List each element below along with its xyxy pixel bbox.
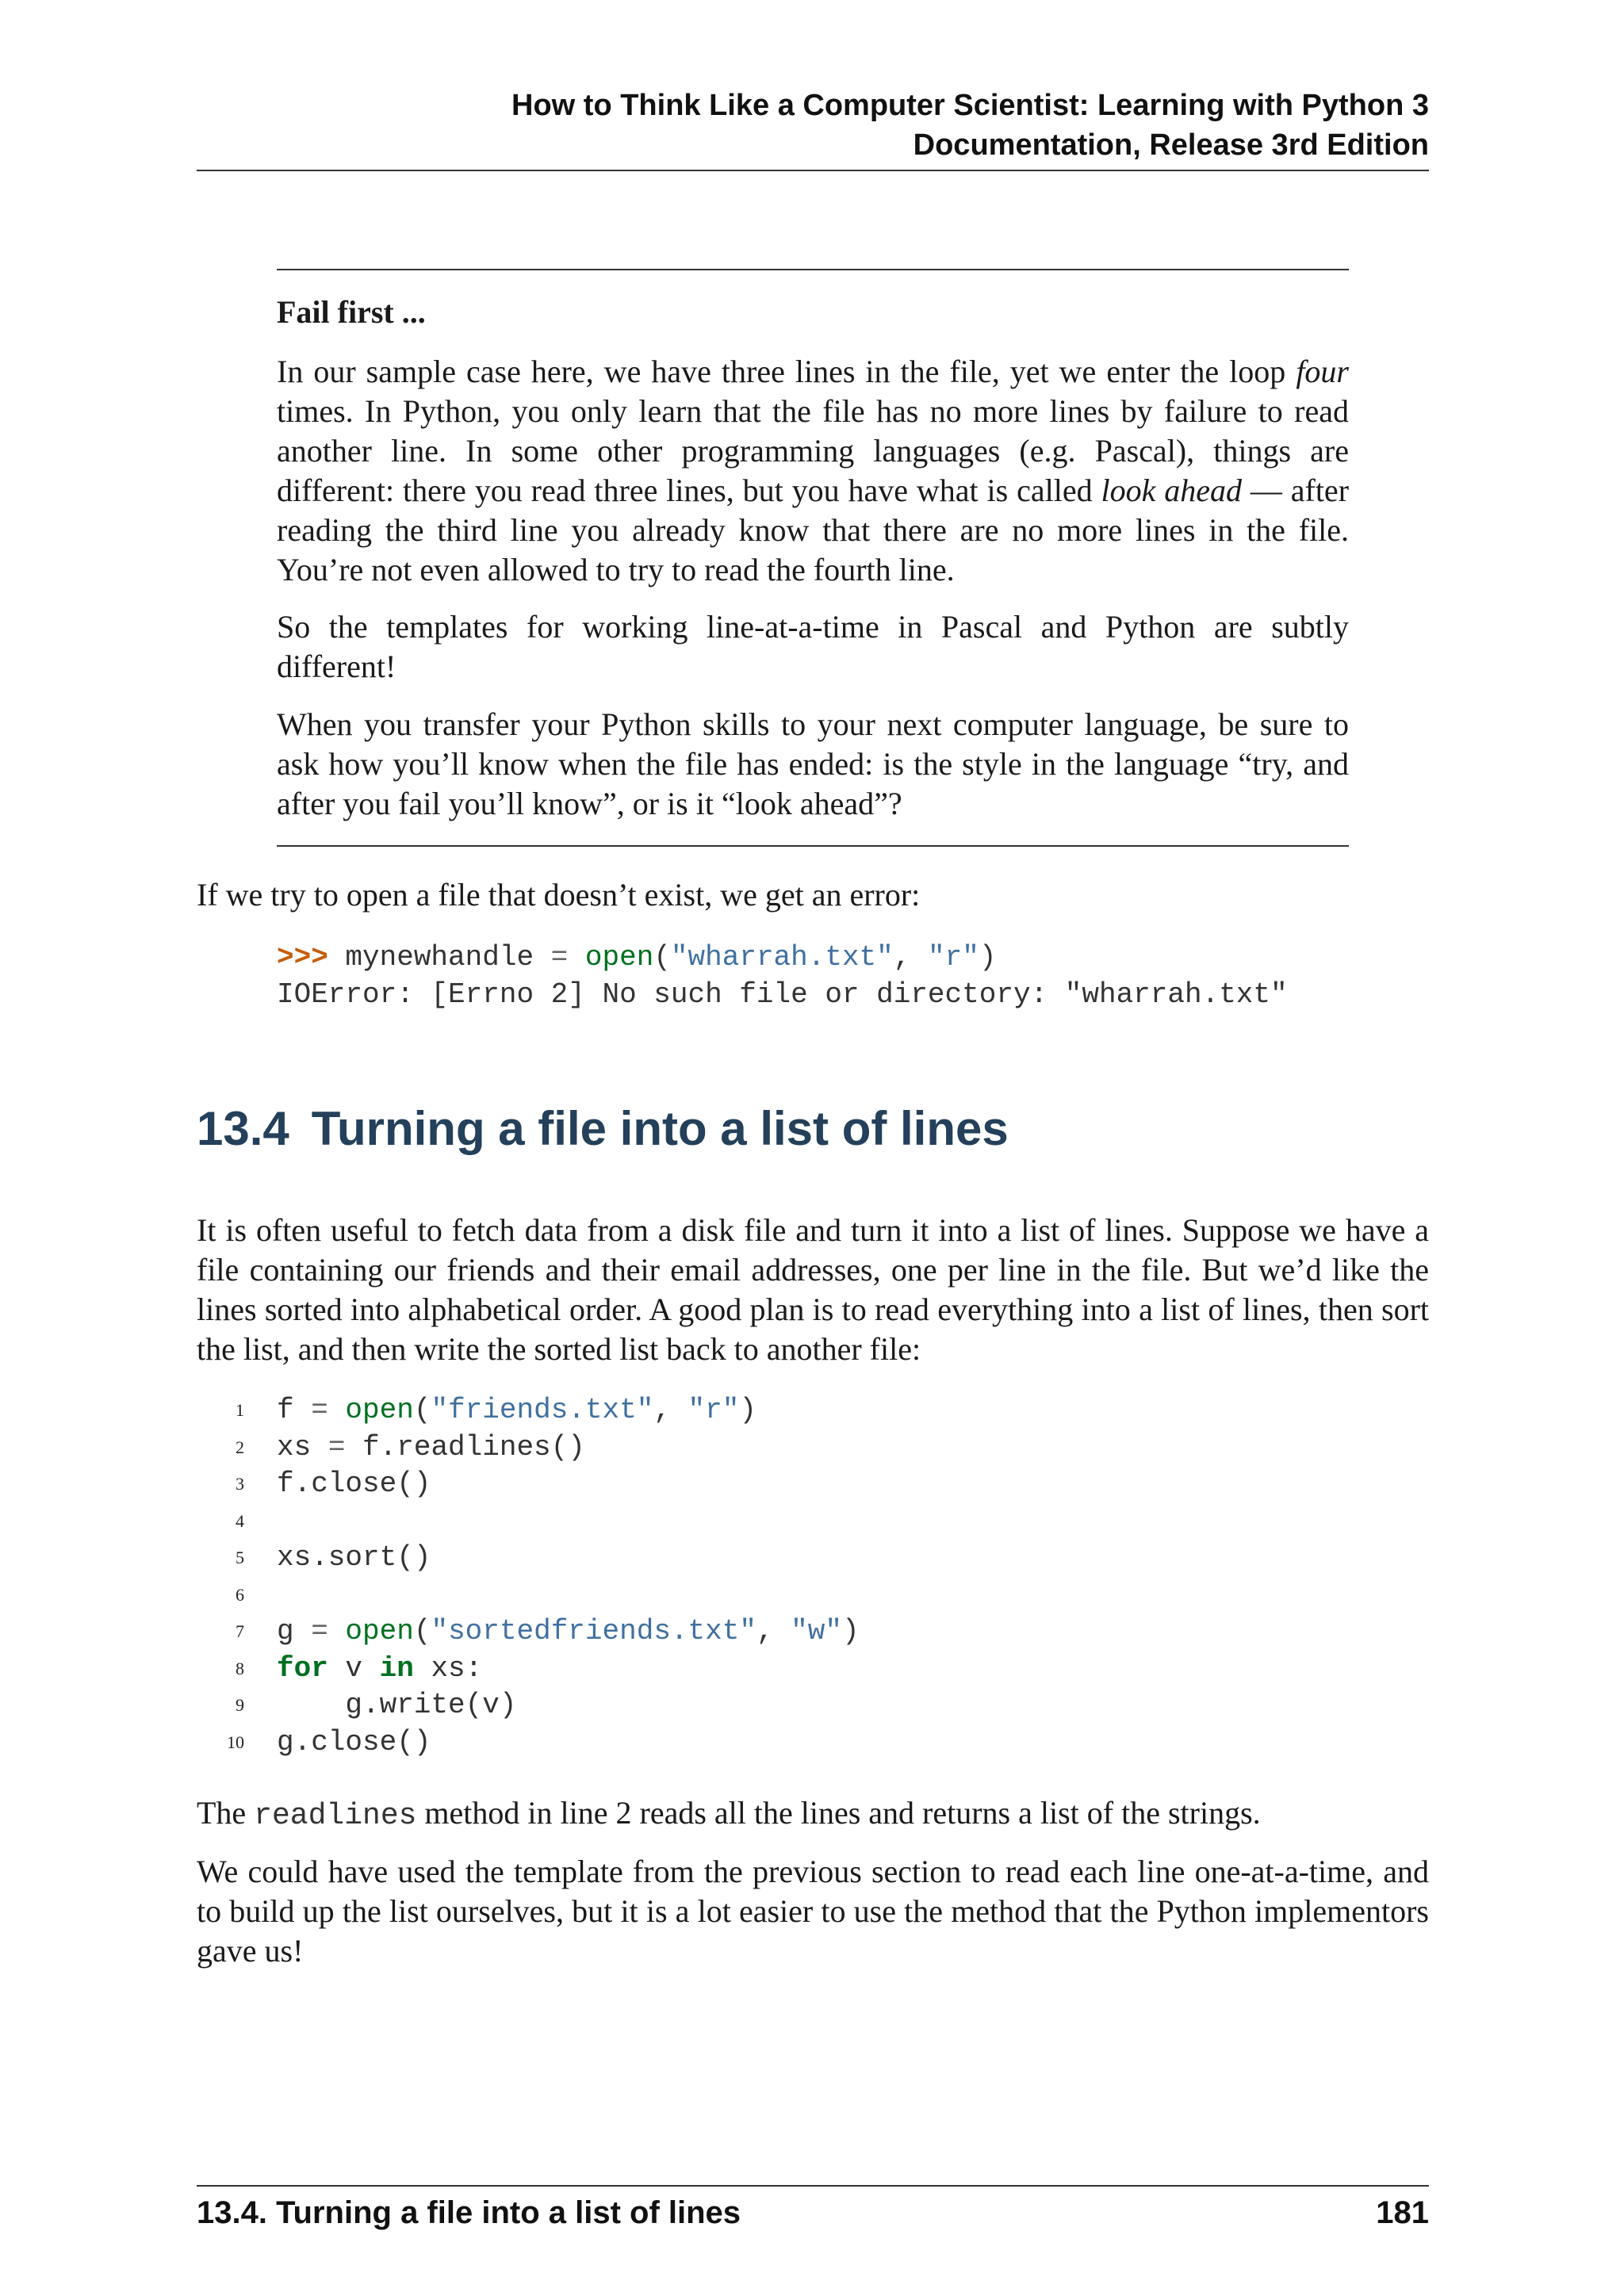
topic-bottom-rule <box>277 845 1349 847</box>
code-token: f <box>277 1394 312 1426</box>
code-string: "r" <box>928 941 979 974</box>
code-line-numbers <box>197 1392 244 1761</box>
code-token: f.readlines() <box>345 1430 585 1464</box>
code-token: , <box>653 1394 688 1426</box>
code-token: ) <box>841 1615 860 1647</box>
footer-section-title: 13.4. Turning a file into a list of lines <box>197 2195 741 2230</box>
code-builtin: open <box>584 941 654 974</box>
code-token: g <box>277 1615 312 1647</box>
code-string: "w" <box>791 1615 842 1647</box>
topic-p1-text-e: — after reading the third line you already know that there are no more lines in the file. You’re not even allowed to try to read the fourth line. <box>277 473 1350 587</box>
readlines-text-b: method in line 2 reads all the lines and returns a list of the strings. <box>416 1795 1261 1831</box>
code-token: v <box>327 1651 380 1685</box>
code-builtin: open <box>327 1394 414 1426</box>
code-error-output: IOError: [Errno 2] No such file or directory: "wharrah.txt" <box>277 978 1288 1011</box>
topic-title: Fail first ... <box>277 294 426 330</box>
header-line-2: Documentation, Release 3rd Edition <box>913 128 1429 162</box>
line-number: 6 <box>236 1584 244 1605</box>
code-keyword: for <box>277 1651 328 1685</box>
code-string: "sortedfriends.txt" <box>431 1615 756 1647</box>
code-operator: = <box>550 941 569 974</box>
running-header <box>197 86 1429 165</box>
running-footer <box>197 2193 1429 2233</box>
code-token: ( <box>653 941 671 974</box>
code-string: "wharrah.txt" <box>670 941 894 974</box>
page-number: 181 <box>1376 2195 1429 2230</box>
topic-paragraph-1 <box>277 352 1349 590</box>
line-number: 7 <box>236 1621 244 1641</box>
code-operator: = <box>311 1394 328 1426</box>
readlines-paragraph <box>197 1793 1429 1836</box>
code-builtin: open <box>327 1615 414 1647</box>
code-token: ) <box>979 941 997 974</box>
code-line: g.write(v) <box>277 1689 517 1721</box>
code-operator: = <box>327 1430 346 1464</box>
code-line: f.close() <box>277 1468 431 1500</box>
topic-paragraph-3: When you transfer your Python skills to your next computer language, be sure to ask how you’ll know when the file has ended: is the style in the language “try, and after you fail you’ll know”, or is it “look ahead”? <box>277 706 1349 821</box>
code-token: , <box>756 1615 791 1647</box>
footer-rule <box>197 2185 1429 2187</box>
error-intro-paragraph: If we try to open a file that doesn’t exist, we get an error: <box>197 877 921 913</box>
section-title: Turning a file into a list of lines <box>311 1102 1009 1155</box>
inline-code-readlines: readlines <box>254 1799 417 1833</box>
code-string: "r" <box>688 1394 740 1426</box>
code-token: ( <box>413 1615 431 1647</box>
topic-paragraph-2: So the templates for working line-at-a-time in Pascal and Python are subtly different! <box>277 609 1349 684</box>
code-line: xs.sort() <box>277 1541 431 1574</box>
line-number: 9 <box>236 1695 244 1715</box>
topic-p1-text-a: In our sample case here, we have three lines in the file, yet we enter the loop <box>277 354 1297 389</box>
line-number: 1 <box>236 1400 244 1420</box>
code-token: , <box>893 941 928 974</box>
code-line: g.close() <box>277 1725 431 1758</box>
topic-p1-emphasis-look-ahead: look ahead <box>1101 473 1242 508</box>
code-token: xs <box>277 1430 328 1464</box>
code-token: xs: <box>413 1651 483 1685</box>
section-heading <box>197 1099 1009 1159</box>
code-prompt: >>> <box>277 941 328 974</box>
section-number: 13.4 <box>197 1102 289 1155</box>
code-operator: = <box>311 1615 328 1647</box>
section-intro-paragraph: It is often useful to fetch data from a disk file and turn it into a list of lines. Suppose we have a file containing our friends and their email addresses, one per line in the file. But we’d like the lines sorted into alphabetical order. A good plan is to read everything into a list of lines, then sort the list, and then write the sorted list back to another file: <box>197 1212 1429 1367</box>
line-number: 4 <box>236 1510 244 1531</box>
line-number: 2 <box>236 1437 244 1457</box>
line-number: 3 <box>236 1474 244 1494</box>
topic-top-rule <box>277 269 1349 270</box>
topic-p1-text-c: times. In Python, you only learn that the file has no more lines by failure to read another line. In some other programming languages (e.g. Pascal), things are different: there you read three lines, but you have what is called <box>277 393 1349 508</box>
code-token: ) <box>739 1394 756 1426</box>
topic-p1-emphasis-four: four <box>1296 354 1349 389</box>
code-string: "friends.txt" <box>431 1394 654 1426</box>
code-token: mynewhandle <box>327 941 551 974</box>
code-block-error-example <box>277 939 1288 1013</box>
code-block-sort-friends <box>277 1392 860 1761</box>
readlines-text-a: The <box>197 1795 255 1831</box>
line-number: 8 <box>236 1658 244 1678</box>
code-keyword: in <box>379 1651 414 1685</box>
template-paragraph: We could have used the template from the previous section to read each line one-at-a-time, and to build up the list ourselves, but it is a lot easier to use the method that the Python implementors gave us! <box>197 1854 1429 1969</box>
line-number: 5 <box>236 1548 244 1567</box>
line-number: 10 <box>227 1732 244 1752</box>
header-rule <box>197 170 1429 171</box>
header-line-1: How to Think Like a Computer Scientist: Learning with Python 3 <box>511 89 1429 122</box>
code-token: ( <box>413 1394 431 1426</box>
